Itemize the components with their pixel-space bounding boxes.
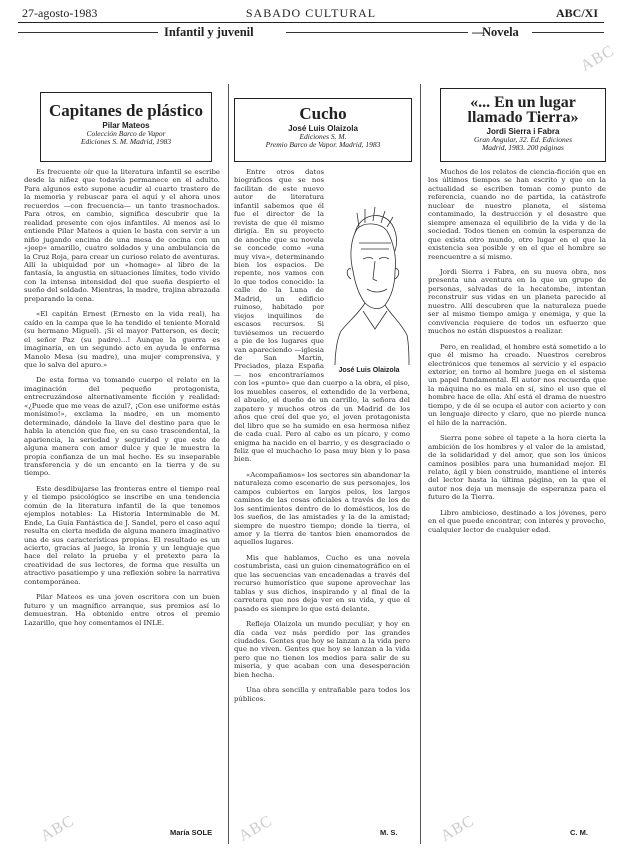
article-body [428,168,606,828]
paragraph: Pero, en realidad, el hombre está sometido a lo que él mismo ha creado. Nuestros cerebros electrónicos que tenemos al servicio y el espacio exterior, en torno al hombre juega en el sistema un papel fundamental. El autor nos recuerda que la máquina no es mala en sí, sino el uso que el hombre hace de ella. Ahí está el drama de nuestro tiempo, y de él se ocupa el autor con acierto y con un lenguaje directo y claro, que no pierde nunca el hilo de la narración. [428,342,606,427]
article-signature: María SOLE [170,828,213,837]
issue-date: 27-agosto-1983 [22,6,98,20]
paragraph: Mis que hablamos, Cucho es una novela costumbrista, casi un guion cinematográfico en el que las secuencias van encadenadas a través del recurso humorístico que supone aprovechar las tablas y sus dichos, inspirando y al final de la carretera que nos deja ver en su vida, y que el pasado es siempre lo que está delante. [234,553,410,613]
article-edition: Ediciones S. M. Madrid, 1983 [80,137,172,146]
paragraph: «El capitán Ernest (Ernesto en la vida real), ha caído en la campa que le ha tendido el teniente Morald (su hermano Miguel). ¡Si el mayor Patterson, es decir, el señor Paz (su padre)...! Aunque la guerra es imaginaria, en un segundo acto en ayuda le enferma Manolo Mesa (su madre), una mujer comprensiva, y que lo salva del apuro.» [24,310,220,369]
abc-watermark: ABC [437,812,478,845]
paragraph: Refleja Olaizola un mundo peculiar, y hoy en día cada vez más perdido por las grandes ciudades. Gentes que hoy se lanzan a la vida pero que no viven. Gentes que hoy se lanzan a la vida pero que no tienen los medios para salir de su miseria, y que acaban con una desesperación bien hecha. [234,620,410,679]
paragraph: De esta forma va tomando cuerpo el relato en la imaginación del pequeño protagonista, entrecruzándose alternativamente ficción y realidad: «¿Puede que me veas de azul?, ¡Con ese uniforme estás monísimo!», exclama la madre, en un momento determinado, dándole la llave del destino para que le habla la atención que fue, en su caso trascendental, la apariencia, la seriedad y seguridad y que este de alguna manera con amor dulce y que le muestra la propia confianza de un mal hecho. Es su inseparable transferencia y de un encanto en la tierra y de su tiempo. [24,376,220,478]
article-author: Pilar Mateos [102,121,150,130]
column-divider [420,84,421,844]
article-header-box [440,88,606,162]
article-edition: Gran Angular, 32. Ed. Ediciones [474,135,572,144]
paragraph: Este desdibujarse las fronteras entre el tiempo real y el tiempo psicológico se inscribe en una tendencia común de la literatura infantil de la que tenemos ejemplos notables: La Historia Interminable de M. Ende, La Guía Fantástica de J. Sandel, pero el caso aquí resulta en cierta medida de alguna manera imaginativo una de sus características propias. El resultado es un acierto, gracias al juego, la ironía y un lenguaje que hace del relato la prueba y el pretexto para la creatividad de sus lectores, de forma que resulta un atractivo pasatiempo y una reflexión sobre la narrativa contemporánea. [24,484,220,586]
paragraph: «Acompañamos» los sectores sin abandonar la naturaleza como escenario de sus personajes, los campos cubiertos en largos pelos, los largos caminos de las cosas oficiales a través de los de los sentimientos dentro de lo domésticos, los de los sueños, de las amistades y la de la amistad; siempre de nuestro tiempo; donde la tierra, el amor y la tierra de tantos bien enamorados de aquellos lugares. [234,470,410,547]
article-edition: Ediciones S. M. [299,132,347,141]
article-signature: M. S. [380,828,398,837]
paragraph: Sierra pone sobre el tapete a la hora cierta la ambición de los hombres y el valor de la amistad, de la solidaridad y del amor, que son los únicos caminos posibles para una humanidad mejor. El relato, ágil y bien construido, mantiene el interés del lector hasta la última página, en la que el autor nos deja un mensaje de esperanza para el futuro de la Tierra. [428,434,606,502]
section-bar-left [18,26,428,38]
paragraph: Pilar Mateos es una joven escritora con un buen futuro y un magnífico arranque, sus premios así lo demuestran. Ha obtenido entre otros el premio Lazarillo, que hoy comentamos el INLE. [24,593,220,627]
abc-watermark: ABC [37,812,78,845]
section-label-infantil: Infantil y juvenil [164,25,254,39]
column-divider [228,84,229,844]
paragraph: Una obra sencilla y entrañable para todos los públicos. [234,686,410,703]
article-title: «... En un lugar llamado Tierra» [467,94,579,126]
paragraph: Es frecuente oír que la literatura infantil se escribe desde la niñez que todavía permanece en el adulto. Para algunos esto supone acudir al cuarto trastero de la memoria y rebuscar para el aquí y el ahora unos recuerdos —con frecuencia— un tanto trasnochados. Para otros, en cambio, significa descubrir que la realidad presente con ojos infantiles. Al menos así lo entiende Pilar Mateos a quien le basta con servir a un niño jugando encima de una mesa de cocina con un «jeep» amarillo, cuatro soldados y una ambulancia de la Cruz Roja, para crear un curioso relato de aventuras. Allí la ubiquidad por un «homage» al libro de la fantasía, la angustia en situaciones límites, todo vivido con la intensa intensidad del que sueña despierto el sueño del soldado. Mientras, la madre, trajina abrazada preparando la cena. [24,168,220,303]
paragraph: Libro ambicioso, destinado a los jóvenes, pero en el que puede encontrar, con interés y provecho, cualquier lector de cualquier edad. [428,508,606,534]
section-title: SABADO CULTURAL [245,6,377,20]
author-portrait [329,199,411,367]
photo-caption: José Luis Olaizola [338,367,400,374]
section-label-novela: Novela [482,25,519,39]
paragraph: Entre otros datos biográficos que se nos facilitan de este nuevo autor de literatura infantil sabemos que él fue el director de la revista de que él mismo dirigía. En su proyecto de anoche que su novela se concede como «una muy viva», determinando bien los espacios. De repente, nos vamos con lo que todos conocido: la calle de la Luna de Madrid, un edificio ruinoso, habitado por viejos inquilinos de escasos recursos. Si tuviésemos un recuerdo a pie de los lugares que van apareciendo —iglesia de San Martín, Preciados, plaza España— nos encontraríamos con los «punto» que dan cuerpo a la obra, el piso, los muebles caseros, el extendido de la verbena, el abuelo, el dueño de un carrillo, la señora del zapatero y muchos otros de un Madrid de los años que creí del que yo, el joven protagonista del libro que se ha sumido en esa hermosa niñez de cada cual. Pero al cabo es un pícaro, y como enigma ha nacido en el barrio, y es desgraciado o feliz que el muchacho lo pasa muy bien y lo pasa bien. [234,168,410,464]
article-header-box [40,92,212,162]
paragraph: Jordi Sierra i Fabra, en su nueva obra, nos presenta una aventura en la que un grupo de personas, salvadas de la hecatombe, intentan reconstruir sus vidas en un planeta parecido al nuestro. Allí descubren que la naturaleza puede ser al mismo tiempo amiga y enemiga, y que la convivencia requiere de todos un esfuerzo que muchos no están dispuestos a realizar. [428,267,606,336]
article-title: Cucho [299,104,347,123]
paragraph: Muchos de los relatos de ciencia-ficción que en los últimos tiempos se han escrito y que en la actualidad se escriben toman como punto de referencia, cuando no de partida, la catástrofe nuclear de nuestro planeta, el sistema contaminado, la destrucción y el desastre que siempre amenaza el equilibrio de la vida y de la sociedad. Todos tienen en común la esperanza de que exista otro mundo, otro lugar en el que la existencia sea posible y en el que el hombre se reencuentre a sí mismo. [428,168,606,261]
page-number: ABC/XI [555,6,598,20]
abc-watermark: ABC [577,42,618,75]
page-header [18,6,604,23]
article-author: José Luis Olaizola [288,124,358,133]
article-edition: Premio Barco de Vapor. Madrid, 1983 [265,140,381,149]
abc-watermark: ABC [235,812,276,845]
article-header-box [234,98,412,162]
article-edition: Colección Barco de Vapor [86,129,166,138]
article-body [24,168,220,840]
article-author: Jordi Sierra i Fabra [486,127,560,136]
section-bar-right: — Novela [428,26,604,38]
article-edition: Madrid, 1983. 200 páginas [482,143,564,152]
article-title: Capitanes de plástico [49,101,203,120]
article-signature: C. M. [570,828,588,837]
